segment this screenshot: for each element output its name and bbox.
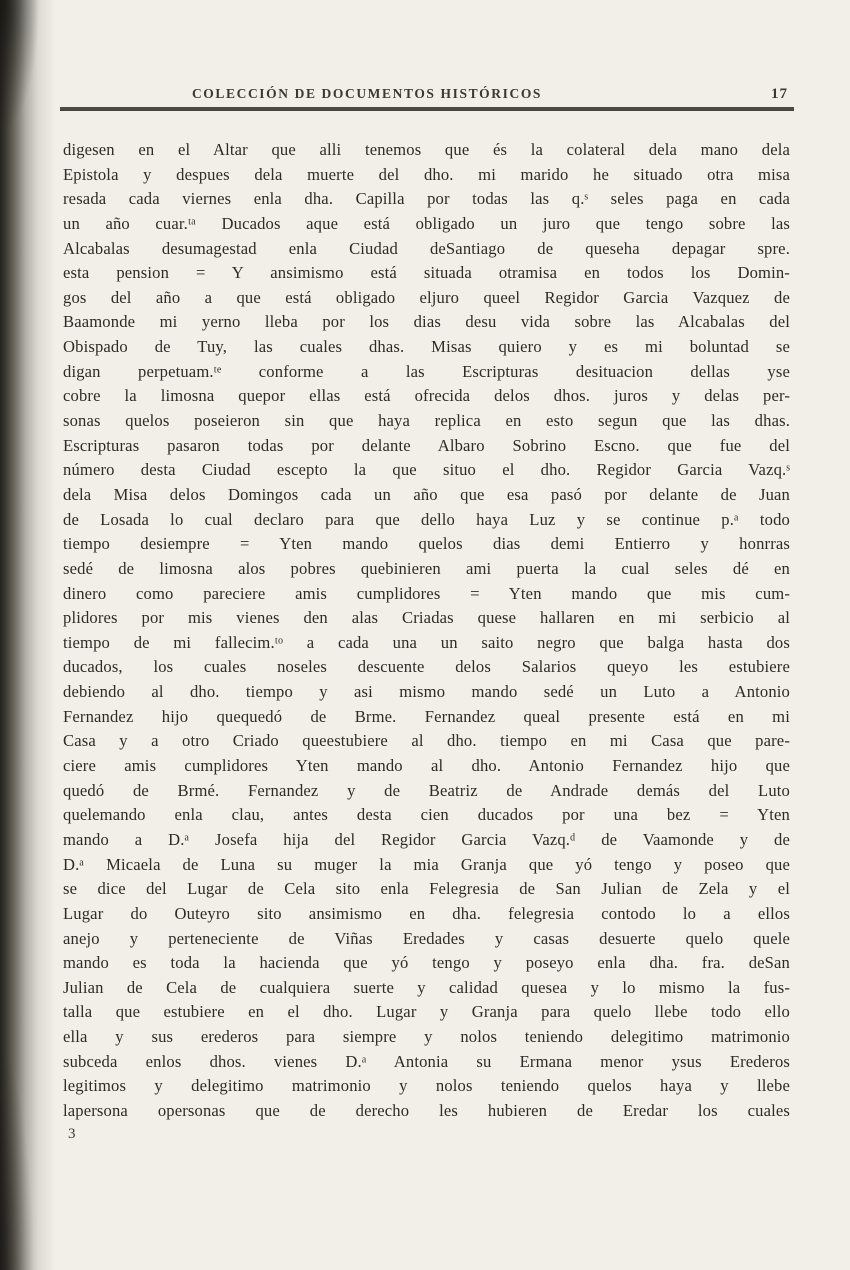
text-line: Alcabalas desumagestad enla Ciudad deSantiago de queseha depagar spre.: [63, 238, 790, 258]
page-number: 17: [771, 86, 788, 102]
text-line: cobre la limosna quepor ellas está ofrecida delos dhos. juros y delas per-: [63, 386, 790, 406]
text-line: Epistola y despues dela muerte del dho. mi marido he situado otra misa: [63, 164, 790, 184]
text-line: talla que estubiere en el dho. Lugar y Granja para quelo llebe todo ello: [63, 1002, 790, 1022]
text-line: ella y sus erederos para siempre y nolos teniendo delegitimo matrimonio: [63, 1027, 790, 1047]
text-line: lapersona opersonas que de derecho les hubieren de Eredar los cuales: [63, 1100, 790, 1120]
text-line: esta pension = Y ansimismo está situada otramisa en todos los Domin-: [63, 263, 790, 283]
text-line: quedó de Brmé. Fernandez y de Beatriz de Andrade demás del Luto: [63, 780, 790, 800]
text-line: legitimos y delegitimo matrimonio y nolos teniendo quelos haya y llebe: [63, 1076, 790, 1096]
text-line: Julian de Cela de cualquiera suerte y calidad quesea y lo mismo la fus-: [63, 977, 790, 997]
running-title: COLECCIÓN DE DOCUMENTOS HISTÓRICOS: [191, 86, 543, 101]
text-line: Escripturas pasaron todas por delante Albaro Sobrino Escno. que fue del: [63, 435, 790, 455]
text-line: de Losada lo cual declaro para que dello haya Luz y se continue p.ᵃ todo: [63, 509, 790, 529]
text-line: plidores por mis vienes den alas Criadas quese hallaren en mi serbicio al: [63, 608, 790, 628]
text-line: se dice del Lugar de Cela sito enla Felegresia de San Julian de Zela y el: [63, 879, 790, 899]
text-line: debiendo al dho. tiempo y asi mismo mando sedé un Luto a Antonio: [63, 682, 790, 702]
text-line: Baamonde mi yerno lleba por los dias desu vida sobre las Alcabalas del: [63, 312, 790, 332]
body-text: [63, 138, 790, 1124]
text-line: Obispado de Tuy, las cuales dhas. Misas quiero y es mi boluntad se: [63, 337, 790, 357]
text-line: ducados, los cuales noseles descuente delos Salarios queyo les estubiere: [63, 657, 790, 677]
text-line: Lugar do Outeyro sito ansimismo en dha. felegresia contodo lo a ellos: [63, 903, 790, 923]
text-line: digan perpetuam.ᵗᵉ conforme a las Escripturas desituacion dellas yse: [63, 361, 790, 381]
text-line: tiempo de mi fallecim.ᵗᵒ a cada una un saito negro que balga hasta dos: [63, 632, 790, 652]
text-line: gos del año a que está obligado eljuro queel Regidor Garcia Vazquez de: [63, 287, 790, 307]
text-line: sonas quelos poseieron sin que haya replica en esto segun que las dhas.: [63, 411, 790, 431]
text-line: mando es toda la hacienda que yó tengo y poseyo enla dha. fra. deSan: [63, 953, 790, 973]
text-line: mando a D.ᵃ Josefa hija del Regidor Garcia Vazq.ᵈ de Vaamonde y de: [63, 829, 790, 849]
header-rule: [60, 107, 794, 111]
text-line: Fernandez hijo quequedó de Brme. Fernandez queal presente está en mi: [63, 706, 790, 726]
text-line: digesen en el Altar que alli tenemos que és la colateral dela mano dela: [63, 140, 790, 159]
text-line: sedé de limosna alos pobres quebinieren ami puerta la cual seles dé en: [63, 558, 790, 578]
text-line: ciere amis cumplidores Yten mando al dho. Antonio Fernandez hijo que: [63, 756, 790, 776]
text-line: anejo y perteneciente de Viñas Eredades y casas desuerte quelo quele: [63, 928, 790, 948]
text-line: quelemando enla clau, antes desta cien ducados por una bez = Yten: [63, 805, 790, 825]
text-line: D.ᵃ Micaela de Luna su muger la mia Granja que yó tengo y poseo que: [63, 854, 790, 874]
text-line: Casa y a otro Criado queestubiere al dho. tiempo en mi Casa que pare-: [63, 731, 790, 751]
book-gutter-shadow: [0, 0, 55, 1270]
text-line: un año cuar.ᵗᵃ Ducados aque está obligado un juro que tengo sobre las: [63, 213, 790, 233]
page-header: [62, 86, 792, 106]
text-line: dela Misa delos Domingos cada un año que esa pasó por delante de Juan: [63, 484, 790, 504]
text-line: dinero como pareciere amis cumplidores = Yten mando que mis cum-: [63, 583, 790, 603]
text-line: tiempo desiempre = Yten mando quelos dias demi Entierro y honrras: [63, 534, 790, 554]
folio-number: 3: [68, 1126, 76, 1142]
text-line: resada cada viernes enla dha. Capilla por todas las q.ˢ seles paga en cada: [63, 189, 790, 209]
text-line: número desta Ciudad escepto la que situo el dho. Regidor Garcia Vazq.ˢ: [63, 460, 790, 480]
text-line: subceda enlos dhos. vienes D.ᵃ Antonia su Ermana menor ysus Erederos: [63, 1051, 790, 1071]
